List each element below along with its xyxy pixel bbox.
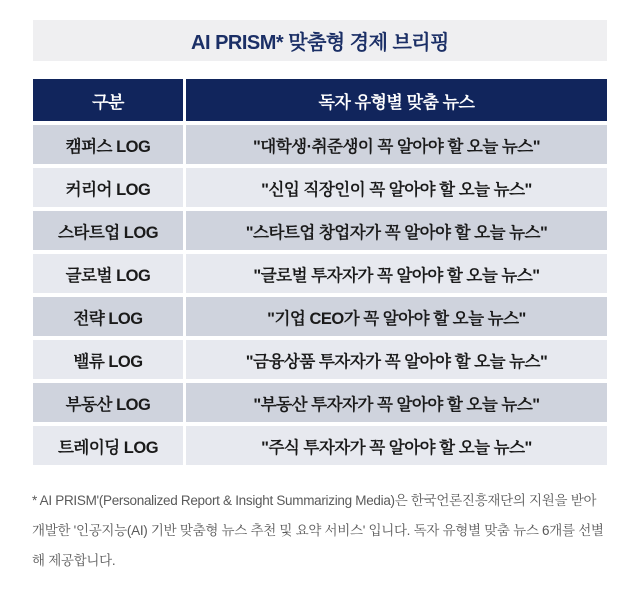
news-cell: "기업 CEO가 꼭 알아야 할 오늘 뉴스" (186, 297, 607, 336)
table-row (33, 426, 607, 465)
table-header-row (33, 79, 607, 121)
news-cell: "신입 직장인이 꼭 알아야 할 오늘 뉴스" (186, 168, 607, 207)
table-row (33, 254, 607, 293)
table-row (33, 297, 607, 336)
news-cell: "대학생·취준생이 꼭 알아야 할 오늘 뉴스" (186, 125, 607, 164)
news-cell: "부동산 투자자가 꼭 알아야 할 오늘 뉴스" (186, 383, 607, 422)
table-row (33, 211, 607, 250)
table-row (33, 125, 607, 164)
category-cell: 커리어 LOG (33, 168, 183, 207)
category-cell: 밸류 LOG (33, 340, 183, 379)
category-cell: 전략 LOG (33, 297, 183, 336)
column-header-news: 독자 유형별 맞춤 뉴스 (186, 79, 607, 121)
category-cell: 스타트업 LOG (33, 211, 183, 250)
page-title: AI PRISM* 맞춤형 경제 브리핑 (191, 32, 449, 54)
category-cell: 트레이딩 LOG (33, 426, 183, 465)
column-header-category: 구분 (33, 79, 183, 121)
table-row (33, 168, 607, 207)
category-cell: 글로벌 LOG (33, 254, 183, 293)
category-cell: 캠퍼스 LOG (33, 125, 183, 164)
briefing-table (33, 79, 607, 469)
news-cell: "금융상품 투자자가 꼭 알아야 할 오늘 뉴스" (186, 340, 607, 379)
news-cell: "스타트업 창업자가 꼭 알아야 할 오늘 뉴스" (186, 211, 607, 250)
table-row (33, 340, 607, 379)
news-cell: "주식 투자자가 꼭 알아야 할 오늘 뉴스" (186, 426, 607, 465)
table-row (33, 383, 607, 422)
footnote: * AI PRISM'(Personalized Report & Insight Summarizing Media)은 한국언론진흥재단의 지원을 받아 개발한 '인공지능(AI) 기반 맞춤형 뉴스 추천 및 요약 서비스' 입니다. 독자 유형별 맞춤 뉴스 6개를 선별해 제공합니다. (32, 493, 604, 568)
news-cell: "글로벌 투자자가 꼭 알아야 할 오늘 뉴스" (186, 254, 607, 293)
category-cell: 부동산 LOG (33, 383, 183, 422)
title-bar (33, 20, 607, 61)
